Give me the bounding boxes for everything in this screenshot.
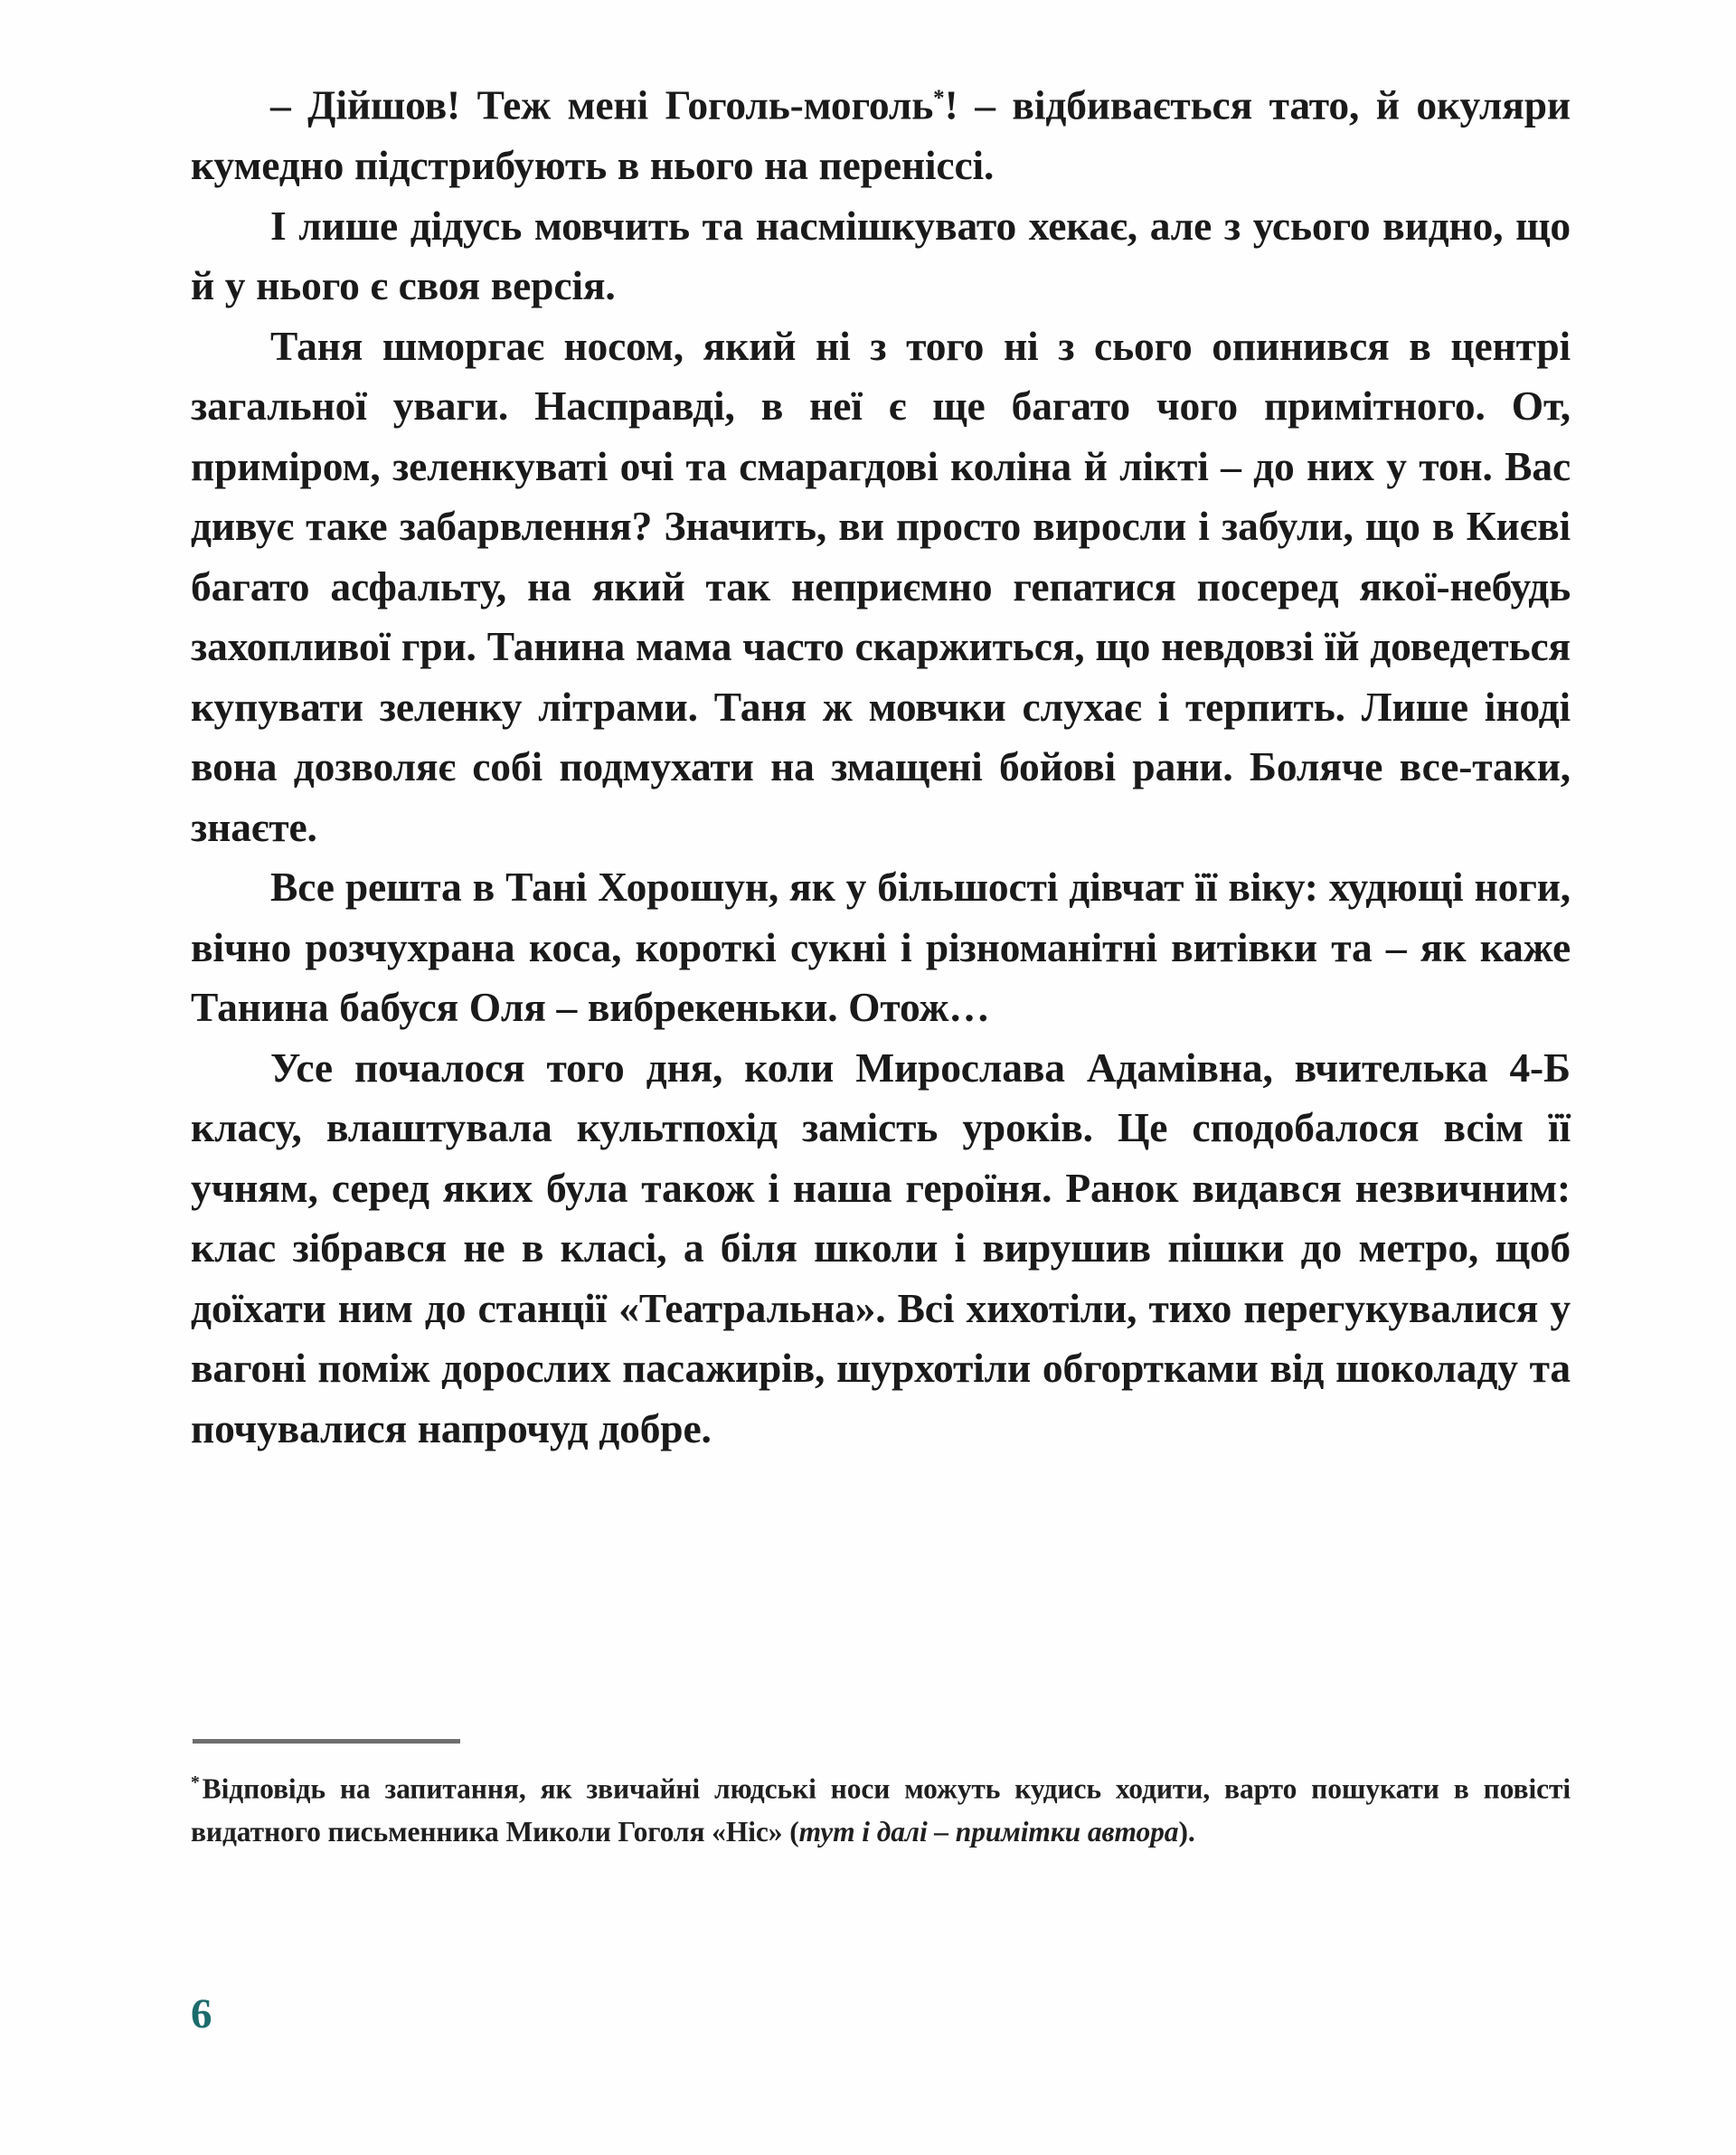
footnote-separator-rule (193, 1739, 460, 1744)
footnote-text-part-1: Відповідь на запитання, як звичайні людські носи можуть кудись ходити, варто пошукати в повісті видатного письменника Миколи Гоголя «Ніс» ( (191, 1772, 1571, 1848)
paragraph-1-text-after-marker: ! – відбивається тато, й окуляри кумедно підстрибують в нього на переніссі. (191, 81, 1571, 188)
footnote-reference-marker[interactable]: * (933, 86, 945, 110)
paragraph-2: І лише дідусь мовчить та насмішкувато хекає, але з усього видно, що й у нього є своя версія. (191, 202, 1571, 308)
paragraph-1 (191, 69, 1571, 196)
paragraph-3: Таня шморгає носом, який ні з того ні з сього опинився в центрі загальної уваги. Насправді, в неї є ще багато чого примітного. От, приміром, зеленкуваті очі та смарагдові коліна й лікті – до них у тон. Вас дивує таке забарвлення? Значить, ви просто виросли і забули, що в Києві багато асфальту, на який так неприємно гепатися посеред якої-небудь захопливої гри. Танина мама часто скаржиться, що невдовзі їй доведеться купувати зеленку літрами. Таня ж мовчки слухає і терпить. Лише іноді вона дозволяє собі подмухати на змащені бойові рани. Боляче все-таки, знаєте. (191, 322, 1571, 850)
footnote-marker: * (191, 1773, 200, 1792)
footnote-text-part-2: ). (1178, 1816, 1195, 1848)
page-number: 6 (191, 1990, 212, 2037)
footnote-text (191, 1762, 1571, 1854)
footnote-text-italic: тут і далі – примітки автора (798, 1816, 1179, 1848)
body-text-column (191, 69, 1571, 1459)
paragraph-1-text-before-marker: – Дійшов! Теж мені Гоголь-моголь (270, 81, 934, 128)
paragraph-4: Все решта в Тані Хорошун, як у більшості дівчат її віку: худющі ноги, вічно розчухрана коса, короткі сукні і різноманітні витівки та – як каже Танина бабуся Оля – вибрекеньки. Отож… (191, 864, 1571, 1030)
footnote-block (191, 1739, 1571, 1854)
paragraph-5: Усе почалося того дня, коли Мирослава Адамівна, вчителька 4-Б класу, влаштувала культпохід замість уроків. Це сподобалося всім її учням, серед яких була також і наша героїня. Ранок видався незвичним: клас зібрався не в класі, а біля школи і вирушив пішки до метро, щоб доїхати ним до станції «Театральна». Всі хихотіли, тихо перегукувалися у вагоні поміж дорослих пасажирів, шурхотіли обгортками від шоколаду та почувалися напрочуд добре. (191, 1044, 1571, 1451)
